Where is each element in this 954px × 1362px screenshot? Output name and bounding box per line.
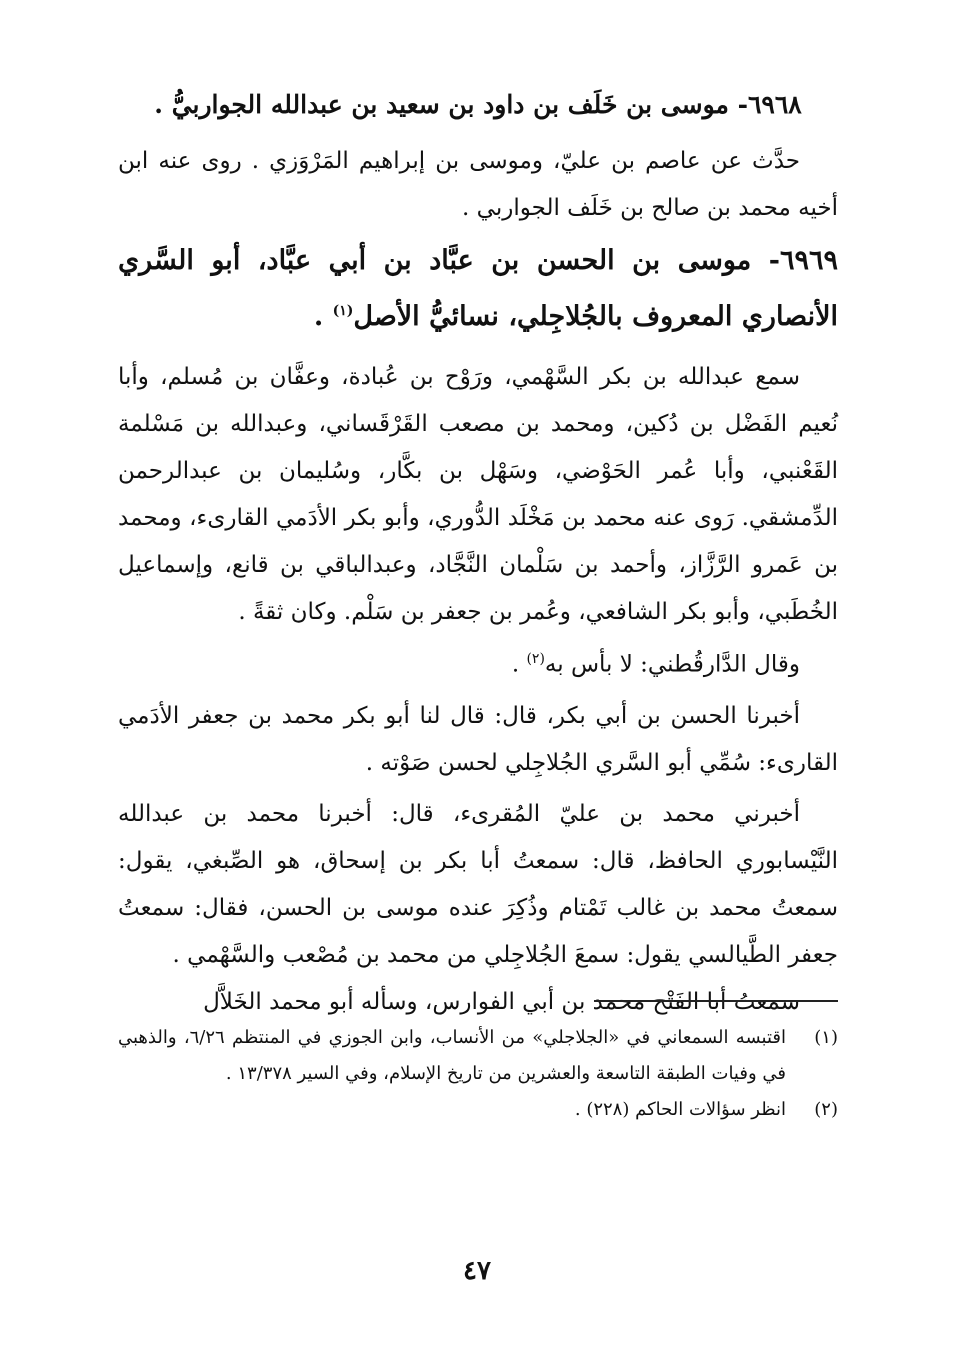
entry-6969-heading-text: ٦٩٦٩- موسى بن الحسن بن عبَّاد بن أبي عبَّاد، أبو السَّري الأنصاري المعروف بالجُلاجِلي، نسائيُّ الأصل [118,245,838,332]
main-text [118,80,838,1026]
footnote-ref-1: (١) [332,303,354,319]
page-number: ٤٧ [463,1256,491,1286]
footnote-ref-2: (٢) [526,651,545,667]
daraqutni-end: . [511,651,527,678]
footnote-number: (٢) [814,1099,838,1120]
entry-6969-paragraph-adami: أخبرنا الحسن بن أبي بكر، قال: قال لنا أبو بكر محمد بن جعفر الأدَمي القارىء: سُمِّي أبو السَّري الجُلاجِلي لحسن صَوْته . [118,702,838,776]
entry-6969-daraqutni-line [118,636,838,689]
entry-6969-heading [118,236,838,342]
footnote-text: اقتبسه السمعاني في «الجلاجلي» من الأنساب، وابن الجوزي في المنتظم ٦/٢٦، والذهبي في وفيات الطبقة التاسعة والعشرين من تاريخ الإسلام، وفي السير ١٣/٣٧٨ . [118,1027,786,1084]
daraqutni-text: وقال الدَّارقُطني: لا بأس به [544,651,800,678]
entry-6969-heading-end: . [313,301,333,332]
entry-6969-paragraph-abulfath: سمعتُ أبا الفَتْح محمد بن أبي الفوارس، وسأله أبو محمد الخَلاَّل [203,988,800,1015]
entry-6968-heading: ٦٩٦٨- موسى بن خَلَف بن داود بن سعيد بن عبدالله الجواربيُّ . [154,90,802,119]
entry-6968-paragraph: حدَّث عن عاصم بن عليّ، وموسى بن إبراهيم المَرْوَزي . روى عنه ابن أخيه محمد بن صالح بن خَلَف الجواربي . [118,148,838,221]
entry-6969-paragraph-muqri: أخبرني محمد بن عليّ المُقرىء، قال: أخبرنا محمد بن عبدالله النَّيْسابوري الحافظ، قال: سمعتُ أبا بكر بن إسحاق، هو الصِّبغي، يقول: سمعتُ محمد بن غالب تَمْتام وذُكِرَ عنده موسى بن الحسن، فقال: سمعتُ جعفر الطَّيالسي يقول: سمعَ الجُلاجِلي من محمد بن مُصْعب والسَّهْمي . [118,800,839,968]
footnotes [118,1020,838,1128]
footnote-number: (١) [814,1027,838,1048]
footnote-divider [594,1000,838,1002]
footnote-text: انظر سؤالات الحاكم (٢٢٨) . [574,1099,786,1120]
entry-6969-paragraph-teachers: سمع عبدالله بن بكر السَّهْمي، ورَوْح بن عُبادة، وعفَّان بن مُسلم، وأبا نُعيم الفَضْل بن دُكين، ومحمد بن مصعب القَرْقَساني، وعبدالله بن مَسْلمة القَعْنبي، وأبا عُمر الحَوْضي، وسَهْل بن بكَّار، وسُليمان بن عبدالرحمن الدِّمشقي. رَوى عنه محمد بن مَخْلَد الدُّوري، وأبو بكر الأدَمي القارىء، ومحمد بن عَمرو الرَّزَّاز، وأحمد بن سَلْمان النَّجَّاد، وعبدالباقي بن قانع، وإسماعيل الخُطَبي، وأبو بكر الشافعي، وعُمر بن جعفر بن سَلْم. وكان ثقةً . [118,364,838,625]
footnote-1 [118,1020,838,1092]
footnote-2 [118,1092,838,1128]
